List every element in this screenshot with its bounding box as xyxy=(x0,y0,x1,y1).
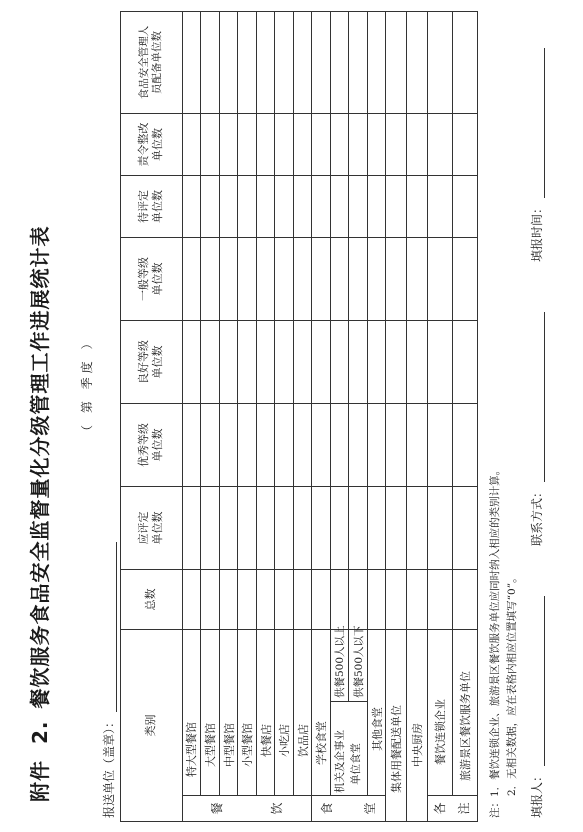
cell-r1-c3[interactable] xyxy=(182,403,201,486)
document-title: 餐饮服务食品安全监督量化分级管理工作进展统计表 xyxy=(28,225,52,709)
filler-label: 填报人： xyxy=(530,769,544,818)
cell-r14-c1[interactable] xyxy=(452,569,477,629)
header-col-7 xyxy=(121,113,183,175)
row-label-5: 快餐店 xyxy=(256,629,275,795)
report-unit-blank xyxy=(103,542,117,712)
statistics-table xyxy=(120,11,478,822)
row-label-13: 餐饮连锁企业 xyxy=(427,629,452,795)
cell-r13-c4[interactable] xyxy=(427,320,452,403)
cell-r9a-c8[interactable] xyxy=(330,11,349,113)
header-col-3-text: 优秀等级 单位数 xyxy=(137,422,165,467)
cell-r12-c8[interactable] xyxy=(406,11,427,113)
cell-r13-c3[interactable] xyxy=(427,403,452,486)
cell-r8-c8[interactable] xyxy=(312,11,331,113)
cell-r6-c3[interactable] xyxy=(275,403,294,486)
cell-r14-c5[interactable] xyxy=(452,237,477,320)
cell-r2-c5[interactable] xyxy=(201,237,220,320)
cell-r5-c6[interactable] xyxy=(256,175,275,237)
cell-r12-c2[interactable] xyxy=(406,486,427,569)
header-col-1-text: 总数 xyxy=(144,588,158,611)
contact-label: 联系方式： xyxy=(530,485,544,546)
cell-r8-c5[interactable] xyxy=(312,237,331,320)
cell-r4-c1[interactable] xyxy=(238,569,257,629)
cell-r1-c2[interactable] xyxy=(182,486,201,569)
cell-r10-c1[interactable] xyxy=(367,569,386,629)
cell-r9b-c6[interactable] xyxy=(349,175,368,237)
cell-r2-c8[interactable] xyxy=(201,11,220,113)
cell-r1-c5[interactable] xyxy=(182,237,201,320)
header-col-8 xyxy=(121,11,183,113)
cell-r1-c8[interactable] xyxy=(182,11,201,113)
cell-r8-c3[interactable] xyxy=(312,403,331,486)
cell-r8-c6[interactable] xyxy=(312,175,331,237)
cell-r9b-c3[interactable] xyxy=(349,403,368,486)
side-label-restaurant xyxy=(182,796,312,822)
cell-r9b-c8[interactable] xyxy=(349,11,368,113)
row-label-1: 特大型餐馆 xyxy=(182,629,201,795)
cell-r9a-c4[interactable] xyxy=(330,320,349,403)
row-label-9 xyxy=(330,702,367,796)
cell-r3-c5[interactable] xyxy=(219,237,238,320)
row-label-2: 大型餐馆 xyxy=(201,629,220,795)
row-label-8: 学校食堂 xyxy=(312,629,331,795)
cell-r2-c7[interactable] xyxy=(201,113,220,175)
cell-r9a-c2[interactable] xyxy=(330,486,349,569)
header-col-2 xyxy=(121,486,183,569)
cell-r2-c3[interactable] xyxy=(201,403,220,486)
note-2: 2．无相关数据，应在表格内相应位置填写“0”。 xyxy=(506,572,518,796)
header-col-4-text: 良好等级 单位数 xyxy=(137,339,165,384)
cell-r2-c1[interactable] xyxy=(201,569,220,629)
cell-r3-c7[interactable] xyxy=(219,113,238,175)
cell-r10-c6[interactable] xyxy=(367,175,386,237)
header-col-6 xyxy=(121,175,183,237)
cell-r8-c7[interactable] xyxy=(312,113,331,175)
cell-r8-c1[interactable] xyxy=(312,569,331,629)
cell-r1-c4[interactable] xyxy=(182,320,201,403)
cell-r4-c3[interactable] xyxy=(238,403,257,486)
cell-r5-c3[interactable] xyxy=(256,403,275,486)
cell-r6-c4[interactable] xyxy=(275,320,294,403)
cell-r11-c3[interactable] xyxy=(386,403,407,486)
cell-r13-c2[interactable] xyxy=(427,486,452,569)
cell-r11-c8[interactable] xyxy=(386,11,407,113)
side-label-notes xyxy=(427,796,477,822)
cell-r8-c4[interactable] xyxy=(312,320,331,403)
cell-r12-c6[interactable] xyxy=(406,175,427,237)
row-label-6: 小吃店 xyxy=(275,629,294,795)
cell-r6-c7[interactable] xyxy=(275,113,294,175)
side-char-ge: 各 xyxy=(433,802,448,815)
cell-r14-c3[interactable] xyxy=(452,403,477,486)
report-unit-line xyxy=(100,542,117,818)
cell-r7-c7[interactable] xyxy=(293,113,312,175)
cell-r7-c6[interactable] xyxy=(293,175,312,237)
cell-r9b-c4[interactable] xyxy=(349,320,368,403)
header-col-5 xyxy=(121,237,183,320)
cell-r3-c1[interactable] xyxy=(219,569,238,629)
row-label-9-line-1: 机关及企事业 xyxy=(334,730,347,793)
signature-line xyxy=(528,18,545,818)
statistics-table-wrap xyxy=(120,12,478,822)
cell-r14-c8[interactable] xyxy=(452,11,477,113)
cell-r13-c7[interactable] xyxy=(427,113,452,175)
row-label-9-sub-2: 供餐500人以下 xyxy=(349,629,368,701)
cell-r12-c5[interactable] xyxy=(406,237,427,320)
cell-r10-c5[interactable] xyxy=(367,237,386,320)
cell-r4-c4[interactable] xyxy=(238,320,257,403)
cell-r11-c6[interactable] xyxy=(386,175,407,237)
row-label-3: 中型餐馆 xyxy=(219,629,238,795)
side-char-can: 餐 xyxy=(209,802,224,815)
cell-r11-c7[interactable] xyxy=(386,113,407,175)
cell-r11-c5[interactable] xyxy=(386,237,407,320)
header-category: 类别 xyxy=(121,629,183,821)
header-col-7-text: 责令整改 单位数 xyxy=(137,122,165,167)
cell-r9b-c1[interactable] xyxy=(349,569,368,629)
cell-r6-c8[interactable] xyxy=(275,11,294,113)
attachment-label: 附件 xyxy=(28,760,52,802)
cell-r10-c8[interactable] xyxy=(367,11,386,113)
cell-r14-c4[interactable] xyxy=(452,320,477,403)
cell-r11-c1[interactable] xyxy=(386,569,407,629)
cell-r2-c6[interactable] xyxy=(201,175,220,237)
row-label-7: 饮品店 xyxy=(293,629,312,795)
cell-r7-c3[interactable] xyxy=(293,403,312,486)
cell-r1-c7[interactable] xyxy=(182,113,201,175)
cell-r6-c2[interactable] xyxy=(275,486,294,569)
contact-blank[interactable] xyxy=(531,312,545,482)
row-label-9-line-2: 单位食堂 xyxy=(349,743,362,785)
header-col-8-text: 食品安全管理人 员配备单位数 xyxy=(137,25,164,100)
cell-r2-c4[interactable] xyxy=(201,320,220,403)
cell-r4-c5[interactable] xyxy=(238,237,257,320)
cell-r7-c4[interactable] xyxy=(293,320,312,403)
quarter-label: （ 第 季度 ） xyxy=(80,333,94,437)
cell-r6-c6[interactable] xyxy=(275,175,294,237)
side-char-tang: 堂 xyxy=(362,802,377,815)
header-col-3 xyxy=(121,403,183,486)
cell-r11-c2[interactable] xyxy=(386,486,407,569)
side-char-yin: 饮 xyxy=(270,802,285,815)
cell-r14-c6[interactable] xyxy=(452,175,477,237)
cell-r3-c2[interactable] xyxy=(219,486,238,569)
cell-r12-c1[interactable] xyxy=(406,569,427,629)
cell-r7-c8[interactable] xyxy=(293,11,312,113)
cell-r5-c2[interactable] xyxy=(256,486,275,569)
cell-r14-c7[interactable] xyxy=(452,113,477,175)
header-col-2-text: 应评定 单位数 xyxy=(137,511,165,545)
row-label-10: 其他食堂 xyxy=(367,629,386,795)
cell-r5-c4[interactable] xyxy=(256,320,275,403)
report-unit-label: 报送单位（盖章）： xyxy=(102,715,116,818)
cell-r3-c8[interactable] xyxy=(219,11,238,113)
cell-r12-c3[interactable] xyxy=(406,403,427,486)
document-title-line xyxy=(24,225,53,802)
notes-block xyxy=(487,465,521,818)
time-blank[interactable] xyxy=(531,48,545,198)
cell-r10-c7[interactable] xyxy=(367,113,386,175)
cell-r4-c8[interactable] xyxy=(238,11,257,113)
cell-r9b-c2[interactable] xyxy=(349,486,368,569)
cell-r1-c6[interactable] xyxy=(182,175,201,237)
header-col-6-text: 待评定 单位数 xyxy=(137,189,165,223)
cell-r8-c2[interactable] xyxy=(312,486,331,569)
cell-r7-c5[interactable] xyxy=(293,237,312,320)
cell-r11-c4[interactable] xyxy=(386,320,407,403)
cell-r4-c7[interactable] xyxy=(238,113,257,175)
cell-r3-c6[interactable] xyxy=(219,175,238,237)
row-label-9-sub-1: 供餐500人以上 xyxy=(330,629,349,701)
cell-r9b-c7[interactable] xyxy=(349,113,368,175)
cell-r9a-c6[interactable] xyxy=(330,175,349,237)
cell-r12-c7[interactable] xyxy=(406,113,427,175)
note-1: 注：1．餐饮连锁企业、旅游景区餐饮服务单位应同时纳入相应的类别计算。 xyxy=(489,464,501,818)
cell-r10-c4[interactable] xyxy=(367,320,386,403)
cell-r13-c5[interactable] xyxy=(427,237,452,320)
side-label-canteen xyxy=(312,796,386,822)
cell-r3-c3[interactable] xyxy=(219,403,238,486)
side-char-zhu: 注 xyxy=(457,802,472,815)
cell-r6-c5[interactable] xyxy=(275,237,294,320)
cell-r4-c2[interactable] xyxy=(238,486,257,569)
row-label-14: 旅游景区餐饮服务单位 xyxy=(452,629,477,795)
cell-r13-c8[interactable] xyxy=(427,11,452,113)
cell-r13-c1[interactable] xyxy=(427,569,452,629)
cell-r9a-c7[interactable] xyxy=(330,113,349,175)
row-label-12: 中央厨房 xyxy=(406,629,427,821)
cell-r6-c1[interactable] xyxy=(275,569,294,629)
cell-r9b-c5[interactable] xyxy=(349,237,368,320)
cell-r10-c2[interactable] xyxy=(367,486,386,569)
row-label-11: 集体用餐配送单位 xyxy=(386,629,407,821)
cell-r5-c7[interactable] xyxy=(256,113,275,175)
cell-r7-c2[interactable] xyxy=(293,486,312,569)
cell-r3-c4[interactable] xyxy=(219,320,238,403)
header-col-1 xyxy=(121,569,183,629)
cell-r13-c6[interactable] xyxy=(427,175,452,237)
header-col-4 xyxy=(121,320,183,403)
cell-r4-c6[interactable] xyxy=(238,175,257,237)
cell-r12-c4[interactable] xyxy=(406,320,427,403)
attachment-number: 2. xyxy=(28,720,52,744)
cell-r5-c8[interactable] xyxy=(256,11,275,113)
cell-r2-c2[interactable] xyxy=(201,486,220,569)
cell-r14-c2[interactable] xyxy=(452,486,477,569)
cell-r1-c1[interactable] xyxy=(182,569,201,629)
cell-r5-c5[interactable] xyxy=(256,237,275,320)
cell-r9a-c1[interactable] xyxy=(330,569,349,629)
filler-blank[interactable] xyxy=(531,596,545,766)
header-col-5-text: 一般等级 单位数 xyxy=(137,256,165,301)
side-char-shi: 食 xyxy=(320,802,335,815)
cell-r10-c3[interactable] xyxy=(367,403,386,486)
cell-r9a-c5[interactable] xyxy=(330,237,349,320)
cell-r9a-c3[interactable] xyxy=(330,403,349,486)
time-label: 填报时间： xyxy=(530,201,544,262)
row-label-4: 小型餐馆 xyxy=(238,629,257,795)
cell-r5-c1[interactable] xyxy=(256,569,275,629)
cell-r7-c1[interactable] xyxy=(293,569,312,629)
